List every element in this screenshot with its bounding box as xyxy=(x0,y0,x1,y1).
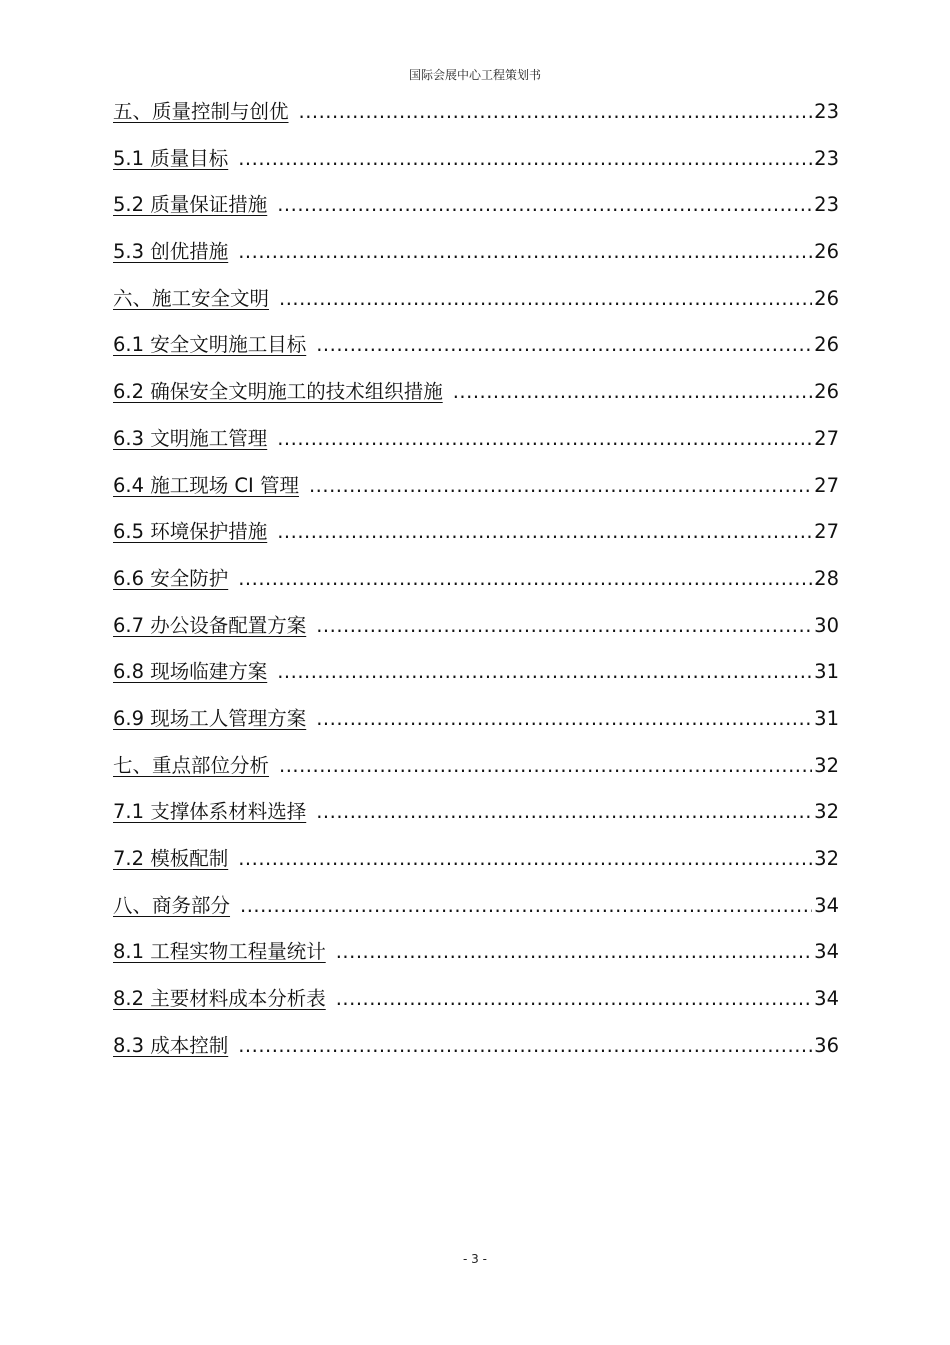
toc-page-number: 31 xyxy=(814,706,839,730)
toc-entry-title[interactable]: 8.3 成本控制 xyxy=(113,1033,229,1057)
toc-page-number: 34 xyxy=(814,987,839,1011)
toc-page-number: 27 xyxy=(814,426,839,450)
toc-page-number: 23 xyxy=(814,100,839,123)
toc-entry-title[interactable]: 八、商务部分 xyxy=(113,893,231,917)
toc-entry[interactable] xyxy=(113,423,839,470)
toc-entry[interactable] xyxy=(113,750,839,797)
toc-entry[interactable] xyxy=(113,1030,839,1077)
toc-page-number: 36 xyxy=(814,1033,839,1057)
toc-dot-leader xyxy=(309,474,812,497)
toc-page-number: 27 xyxy=(814,520,839,544)
toc-dot-leader xyxy=(279,754,812,777)
toc-entry[interactable] xyxy=(113,96,839,143)
toc-dot-leader xyxy=(316,614,812,637)
toc-entry-title[interactable]: 7.2 模板配制 xyxy=(113,847,229,870)
toc-page-number: 26 xyxy=(814,240,839,264)
toc-entry[interactable] xyxy=(113,843,839,890)
page-footer-number: - 3 - xyxy=(463,1252,487,1266)
toc-dot-leader xyxy=(336,940,812,963)
toc-entry-title[interactable]: 8.2 主要材料成本分析表 xyxy=(113,987,326,1011)
toc-dot-leader xyxy=(238,847,812,870)
toc-entry-title[interactable]: 6.5 环境保护措施 xyxy=(113,520,268,544)
toc-entry-title[interactable]: 6.7 办公设备配置方案 xyxy=(113,613,307,637)
toc-entry[interactable] xyxy=(113,189,839,236)
toc-dot-leader xyxy=(277,427,812,450)
toc-page-number: 34 xyxy=(814,893,839,917)
toc-entry[interactable] xyxy=(113,890,839,937)
toc-entry-title[interactable]: 七、重点部位分析 xyxy=(113,753,270,777)
toc-dot-leader xyxy=(238,567,812,590)
toc-entry-title[interactable]: 五、质量控制与创优 xyxy=(113,100,289,123)
toc-page-number: 34 xyxy=(814,940,839,964)
toc-dot-leader xyxy=(238,240,812,263)
toc-entry[interactable] xyxy=(113,936,839,983)
toc-entry[interactable] xyxy=(113,656,839,703)
toc-dot-leader xyxy=(277,193,812,216)
toc-entry-title[interactable]: 6.2 确保安全文明施工的技术组织措施 xyxy=(113,380,443,404)
toc-entry[interactable] xyxy=(113,983,839,1030)
toc-entry-title[interactable]: 6.9 现场工人管理方案 xyxy=(113,706,307,730)
toc-page-number: 30 xyxy=(814,613,839,637)
toc-entry[interactable] xyxy=(113,516,839,563)
toc-entry[interactable] xyxy=(113,563,839,610)
toc-entry[interactable] xyxy=(113,236,839,283)
toc-entry-title[interactable]: 6.8 现场临建方案 xyxy=(113,660,268,684)
toc-entry-title[interactable]: 8.1 工程实物工程量统计 xyxy=(113,940,326,964)
toc-entry-title[interactable]: 6.6 安全防护 xyxy=(113,566,229,590)
toc-entry[interactable] xyxy=(113,610,839,657)
toc-page-number: 26 xyxy=(814,286,839,310)
toc-entry-title[interactable]: 六、施工安全文明 xyxy=(113,286,270,310)
toc-dot-leader xyxy=(316,800,812,823)
toc-page-number: 26 xyxy=(814,380,839,404)
toc-dot-leader xyxy=(453,380,812,403)
toc-entry[interactable] xyxy=(113,143,839,190)
toc-page-number: 31 xyxy=(814,660,839,684)
toc-dot-leader xyxy=(277,660,812,683)
toc-dot-leader xyxy=(316,333,812,356)
toc-entry[interactable] xyxy=(113,470,839,517)
toc-page-number: 32 xyxy=(814,847,839,870)
toc-dot-leader xyxy=(299,100,813,123)
toc-page-number: 23 xyxy=(814,146,839,170)
toc-dot-leader xyxy=(336,987,812,1010)
toc-page-number: 32 xyxy=(814,800,839,824)
toc-entry-title[interactable]: 7.1 支撑体系材料选择 xyxy=(113,800,307,824)
toc-page-number: 28 xyxy=(814,566,839,590)
toc-entry-title[interactable]: 5.2 质量保证措施 xyxy=(113,193,268,217)
toc-entry[interactable] xyxy=(113,283,839,330)
toc-entry[interactable] xyxy=(113,703,839,750)
toc-dot-leader xyxy=(238,1034,812,1057)
toc-entry[interactable] xyxy=(113,796,839,843)
toc-dot-leader xyxy=(279,287,812,310)
toc-entry-title[interactable]: 6.1 安全文明施工目标 xyxy=(113,333,307,357)
toc-entry-title[interactable]: 6.3 文明施工管理 xyxy=(113,426,268,450)
toc-entry-title[interactable]: 5.1 质量目标 xyxy=(113,146,229,170)
toc-entry[interactable] xyxy=(113,329,839,376)
toc-dot-leader xyxy=(316,707,812,730)
toc-dot-leader xyxy=(238,147,812,170)
toc-page-number: 32 xyxy=(814,753,839,777)
toc-page-number: 26 xyxy=(814,333,839,357)
toc-dot-leader xyxy=(240,894,812,917)
toc-entry[interactable] xyxy=(113,376,839,423)
toc-entry-title[interactable]: 5.3 创优措施 xyxy=(113,240,229,264)
table-of-contents xyxy=(113,96,839,1076)
toc-dot-leader xyxy=(277,520,812,543)
toc-page-number: 27 xyxy=(814,473,839,497)
toc-entry-title[interactable]: 6.4 施工现场 CI 管理 xyxy=(113,473,299,497)
toc-page-number: 23 xyxy=(814,193,839,217)
page-header: 国际会展中心工程策划书 xyxy=(408,68,541,82)
